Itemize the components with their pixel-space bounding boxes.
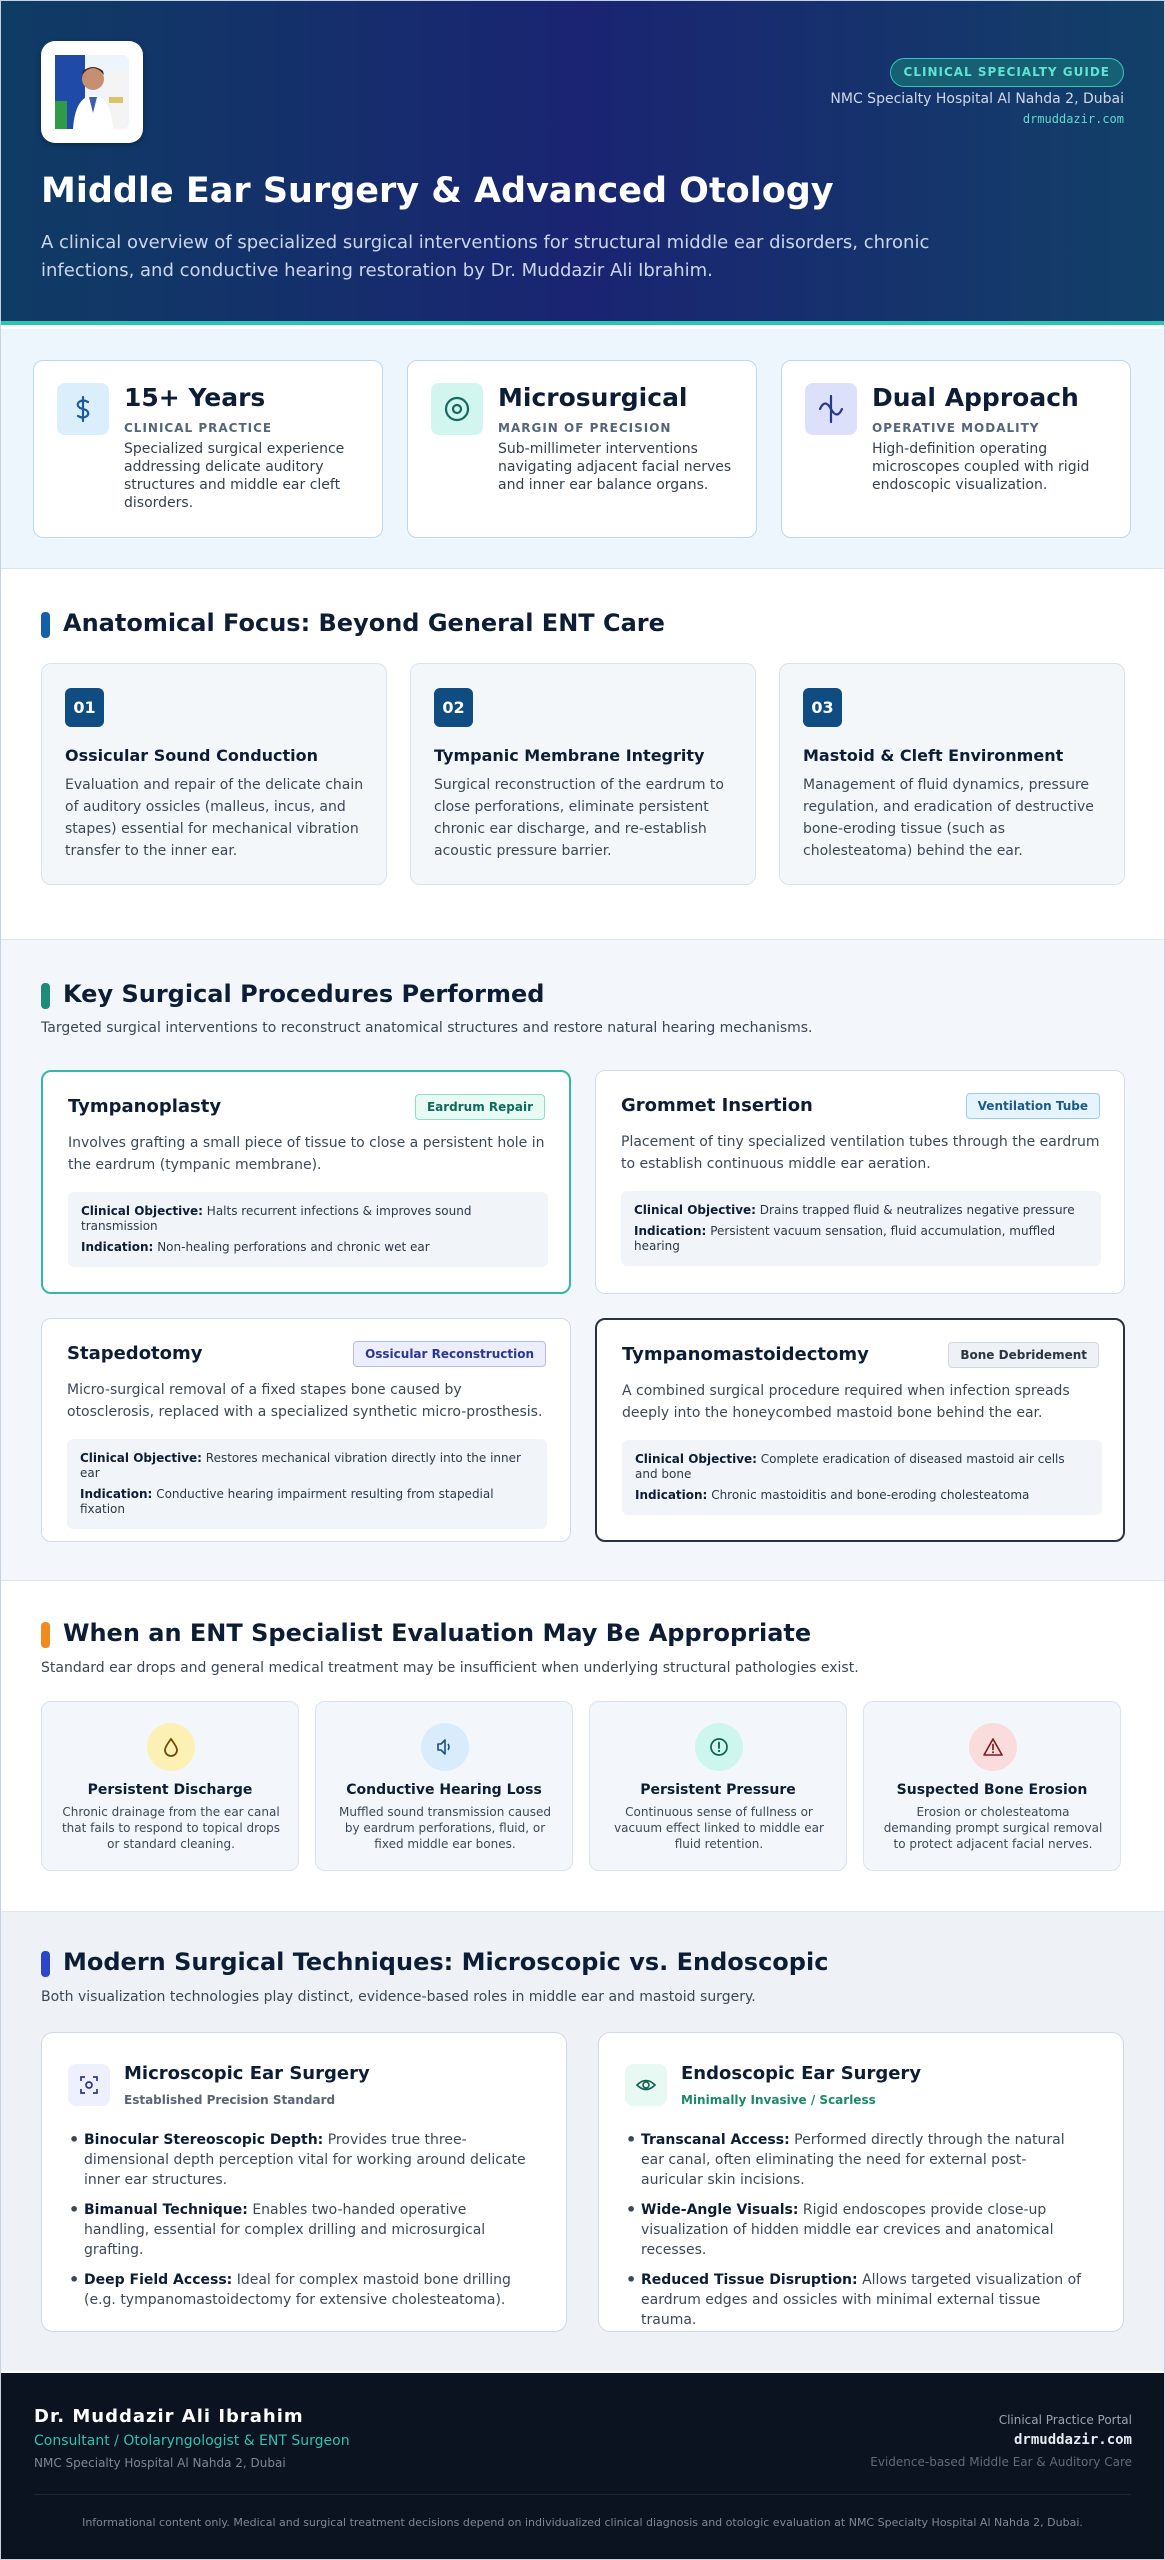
sign-card-pressure <box>589 1701 847 1871</box>
footer-role: Consultant / Otolaryngologist & ENT Surgeon <box>34 2433 350 2449</box>
footer <box>1 2373 1164 2559</box>
procedure-tag: Eardrum Repair <box>415 1094 545 1120</box>
eye-icon <box>625 2064 667 2106</box>
anatomy-number: 03 <box>803 688 842 727</box>
procedure-text: Involves grafting a small piece of tissue to close a persistent hole in the eardrum (tympanic membrane). <box>68 1135 545 1173</box>
focus-icon <box>68 2064 110 2106</box>
procedure-details: Clinical Objective: Restores mechanical vibration directly into the inner ear Indication: Conductive hearing impairment resulting from stapedial fixation <box>67 1439 547 1529</box>
anatomy-card <box>41 663 387 885</box>
section-title-procedures: Key Surgical Procedures Performed <box>41 980 544 1008</box>
technique-points <box>84 2130 530 2320</box>
stat-label: MARGIN OF PRECISION <box>498 421 672 435</box>
technique-title: Endoscopic Ear Surgery <box>681 2063 922 2084</box>
section-subtitle-signs: Standard ear drops and general medical treatment may be insufficient when underlying structural pathologies exist. <box>41 1660 859 1676</box>
stat-title: 15+ Years <box>124 383 266 412</box>
list-item: • Bimanual Technique: Enables two-handed operative handling, essential for complex drilling and microsurgical grafting. <box>84 2200 530 2260</box>
procedure-details: Clinical Objective: Drains trapped fluid & neutralizes negative pressure Indication: Persistent vacuum sensation, fluid accumulation, muffled hearing <box>621 1191 1101 1266</box>
procedure-title: Tympanomastoidectomy <box>622 1344 869 1365</box>
anatomy-number: 01 <box>65 688 104 727</box>
header-website[interactable]: drmuddazir.com <box>1022 112 1124 126</box>
stat-label: OPERATIVE MODALITY <box>872 421 1040 435</box>
list-item: • Deep Field Access: Ideal for complex mastoid bone drilling (e.g. tympanomastoidectomy for extensive cholesteatoma). <box>84 2270 530 2310</box>
wave-icon <box>805 383 857 435</box>
sign-card-bone-erosion <box>863 1701 1121 1871</box>
dollar-icon <box>57 383 109 435</box>
stat-text: High-definition operating microscopes coupled with rigid endoscopic visualization. <box>872 441 1090 493</box>
sign-card-discharge <box>41 1701 299 1871</box>
footer-domain-link[interactable]: drmuddazir.com <box>1013 2432 1132 2448</box>
procedure-details: Clinical Objective: Complete eradication of diseased mastoid air cells and bone Indication: Chronic mastoiditis and bone-eroding cholesteatoma <box>622 1440 1102 1515</box>
procedure-tag: Bone Debridement <box>948 1342 1099 1368</box>
procedure-card-tympanomastoidectomy <box>595 1318 1125 1542</box>
specialty-badge: CLINICAL SPECIALTY GUIDE <box>890 58 1124 87</box>
droplet-icon <box>147 1723 195 1771</box>
procedure-card-stapedotomy <box>41 1318 571 1542</box>
procedure-tag: Ventilation Tube <box>966 1093 1100 1119</box>
section-title-signs: When an ENT Specialist Evaluation May Be Appropriate <box>41 1619 811 1647</box>
technique-title: Microscopic Ear Surgery <box>124 2063 370 2084</box>
footer-divider <box>34 2494 1131 2495</box>
page-subtitle: A clinical overview of specialized surgical interventions for structural middle ear disorders, chronic infections, and conductive hearing restoration by Dr. Muddazir Ali Ibrahim. <box>41 232 930 281</box>
stat-card-experience <box>33 360 383 538</box>
technique-card-endoscopic <box>598 2032 1124 2332</box>
footer-hospital: NMC Specialty Hospital Al Nahda 2, Dubai <box>34 2456 286 2470</box>
procedure-text: Micro-surgical removal of a fixed stapes bone caused by otosclerosis, replaced with a specialized synthetic micro-prosthesis. <box>67 1382 543 1420</box>
list-item: • Binocular Stereoscopic Depth: Provides true three-dimensional depth perception vital for working around delicate inner ear structures. <box>84 2130 530 2190</box>
list-item: • Reduced Tissue Disruption: Allows targeted visualization of eardrum edges and ossicles with minimal external tissue trauma. <box>641 2270 1087 2330</box>
list-item: • Transcanal Access: Performed directly through the natural ear canal, often eliminating the need for external post-auricular skin incisions. <box>641 2130 1087 2190</box>
anatomy-text: Management of fluid dynamics, pressure regulation, and eradication of destructive bone-eroding tissue (such as cholesteatoma) behind the ear. <box>803 777 1094 859</box>
procedure-details: Clinical Objective: Halts recurrent infections & improves sound transmission Indication: Non-healing perforations and chronic wet ear <box>68 1192 548 1267</box>
anatomy-number: 02 <box>434 688 473 727</box>
warning-triangle-icon <box>969 1723 1017 1771</box>
section-title-anatomy: Anatomical Focus: Beyond General ENT Care <box>41 609 665 637</box>
sign-title: Persistent Discharge <box>87 1782 253 1798</box>
stat-label: CLINICAL PRACTICE <box>124 421 273 435</box>
page-title: Middle Ear Surgery & Advanced Otology <box>41 171 834 211</box>
footer-name: Dr. Muddazir Ali Ibrahim <box>34 2406 304 2427</box>
techniques-section <box>1 1911 1164 2371</box>
stat-title: Dual Approach <box>872 383 1079 412</box>
target-icon <box>431 383 483 435</box>
sign-text: Muffled sound transmission caused by eardrum perforations, fluid, or fixed middle ear bones. <box>339 1805 551 1851</box>
procedure-title: Stapedotomy <box>67 1343 203 1364</box>
technique-label: Minimally Invasive / Scarless <box>681 2093 876 2107</box>
procedure-card-tympanoplasty <box>41 1070 571 1294</box>
section-title-techniques: Modern Surgical Techniques: Microscopic vs. Endoscopic <box>41 1948 828 1976</box>
sign-card-hearing-loss <box>315 1701 573 1871</box>
sign-text: Continuous sense of fullness or vacuum effect linked to middle ear fluid retention. <box>614 1805 824 1851</box>
section-subtitle-procedures: Targeted surgical interventions to reconstruct anatomical structures and restore natural hearing mechanisms. <box>41 1020 813 1036</box>
anatomy-title: Ossicular Sound Conduction <box>65 746 319 765</box>
procedure-title: Tympanoplasty <box>68 1096 222 1117</box>
speaker-icon <box>421 1723 469 1771</box>
procedures-section <box>1 939 1164 1581</box>
anatomy-text: Surgical reconstruction of the eardrum to close perforations, eliminate persistent chronic ear discharge, and re-establish acoustic pressure barrier. <box>434 777 724 859</box>
anatomy-text: Evaluation and repair of the delicate chain of auditory ossicles (malleus, incus, and stapes) essential for mechanical vibration transfer to the inner ear. <box>65 777 364 859</box>
anatomy-title: Tympanic Membrane Integrity <box>434 746 705 765</box>
stat-card-precision <box>407 360 757 538</box>
procedure-text: A combined surgical procedure required when infection spreads deeply into the honeycombed mastoid bone behind the ear. <box>622 1383 1070 1421</box>
technique-label: Established Precision Standard <box>124 2093 336 2107</box>
stat-text: Specialized surgical experience addressing delicate auditory structures and middle ear cleft disorders. <box>124 441 345 511</box>
stat-text: Sub-millimeter interventions navigating adjacent facial nerves and inner ear balance organs. <box>498 441 732 493</box>
stat-title: Microsurgical <box>498 383 688 412</box>
footer-disclaimer: Informational content only. Medical and surgical treatment decisions depend on individualized clinical diagnosis and otologic evaluation at NMC Specialty Hospital Al Nahda 2, Dubai. <box>82 2516 1083 2529</box>
stat-card-modality <box>781 360 1131 538</box>
footer-tagline: Evidence-based Middle Ear & Auditory Care <box>870 2455 1132 2469</box>
sign-title: Suspected Bone Erosion <box>896 1782 1088 1798</box>
header <box>1 1 1164 325</box>
sign-title: Persistent Pressure <box>640 1782 796 1798</box>
sign-text: Chronic drainage from the ear canal that fails to respond to topical drops or standard cleaning. <box>61 1805 281 1851</box>
technique-card-microscopic <box>41 2032 567 2332</box>
technique-points <box>641 2130 1087 2340</box>
list-item: • Wide-Angle Visuals: Rigid endoscopes provide close-up visualization of hidden middle ear crevices and anatomical recesses. <box>641 2200 1087 2260</box>
header-hospital: NMC Specialty Hospital Al Nahda 2, Dubai <box>830 91 1124 107</box>
sign-text: Erosion or cholesteatoma demanding prompt surgical removal to protect adjacent facial nerves. <box>883 1805 1103 1851</box>
sign-title: Conductive Hearing Loss <box>346 1782 542 1798</box>
stats-band <box>1 329 1164 569</box>
procedure-text: Placement of tiny specialized ventilation tubes through the eardrum to establish continuous middle ear aeration. <box>621 1134 1100 1172</box>
anatomy-card <box>410 663 756 885</box>
alert-circle-icon <box>695 1723 743 1771</box>
footer-portal-label: Clinical Practice Portal <box>998 2413 1132 2427</box>
doctor-avatar <box>41 41 143 143</box>
procedure-card-grommet <box>595 1070 1125 1294</box>
procedure-title: Grommet Insertion <box>621 1095 813 1116</box>
anatomy-card <box>779 663 1125 885</box>
anatomy-title: Mastoid & Cleft Environment <box>803 746 1064 765</box>
procedure-tag: Ossicular Reconstruction <box>353 1341 546 1367</box>
section-subtitle-techniques: Both visualization technologies play distinct, evidence-based roles in middle ear and mastoid surgery. <box>41 1989 756 2005</box>
